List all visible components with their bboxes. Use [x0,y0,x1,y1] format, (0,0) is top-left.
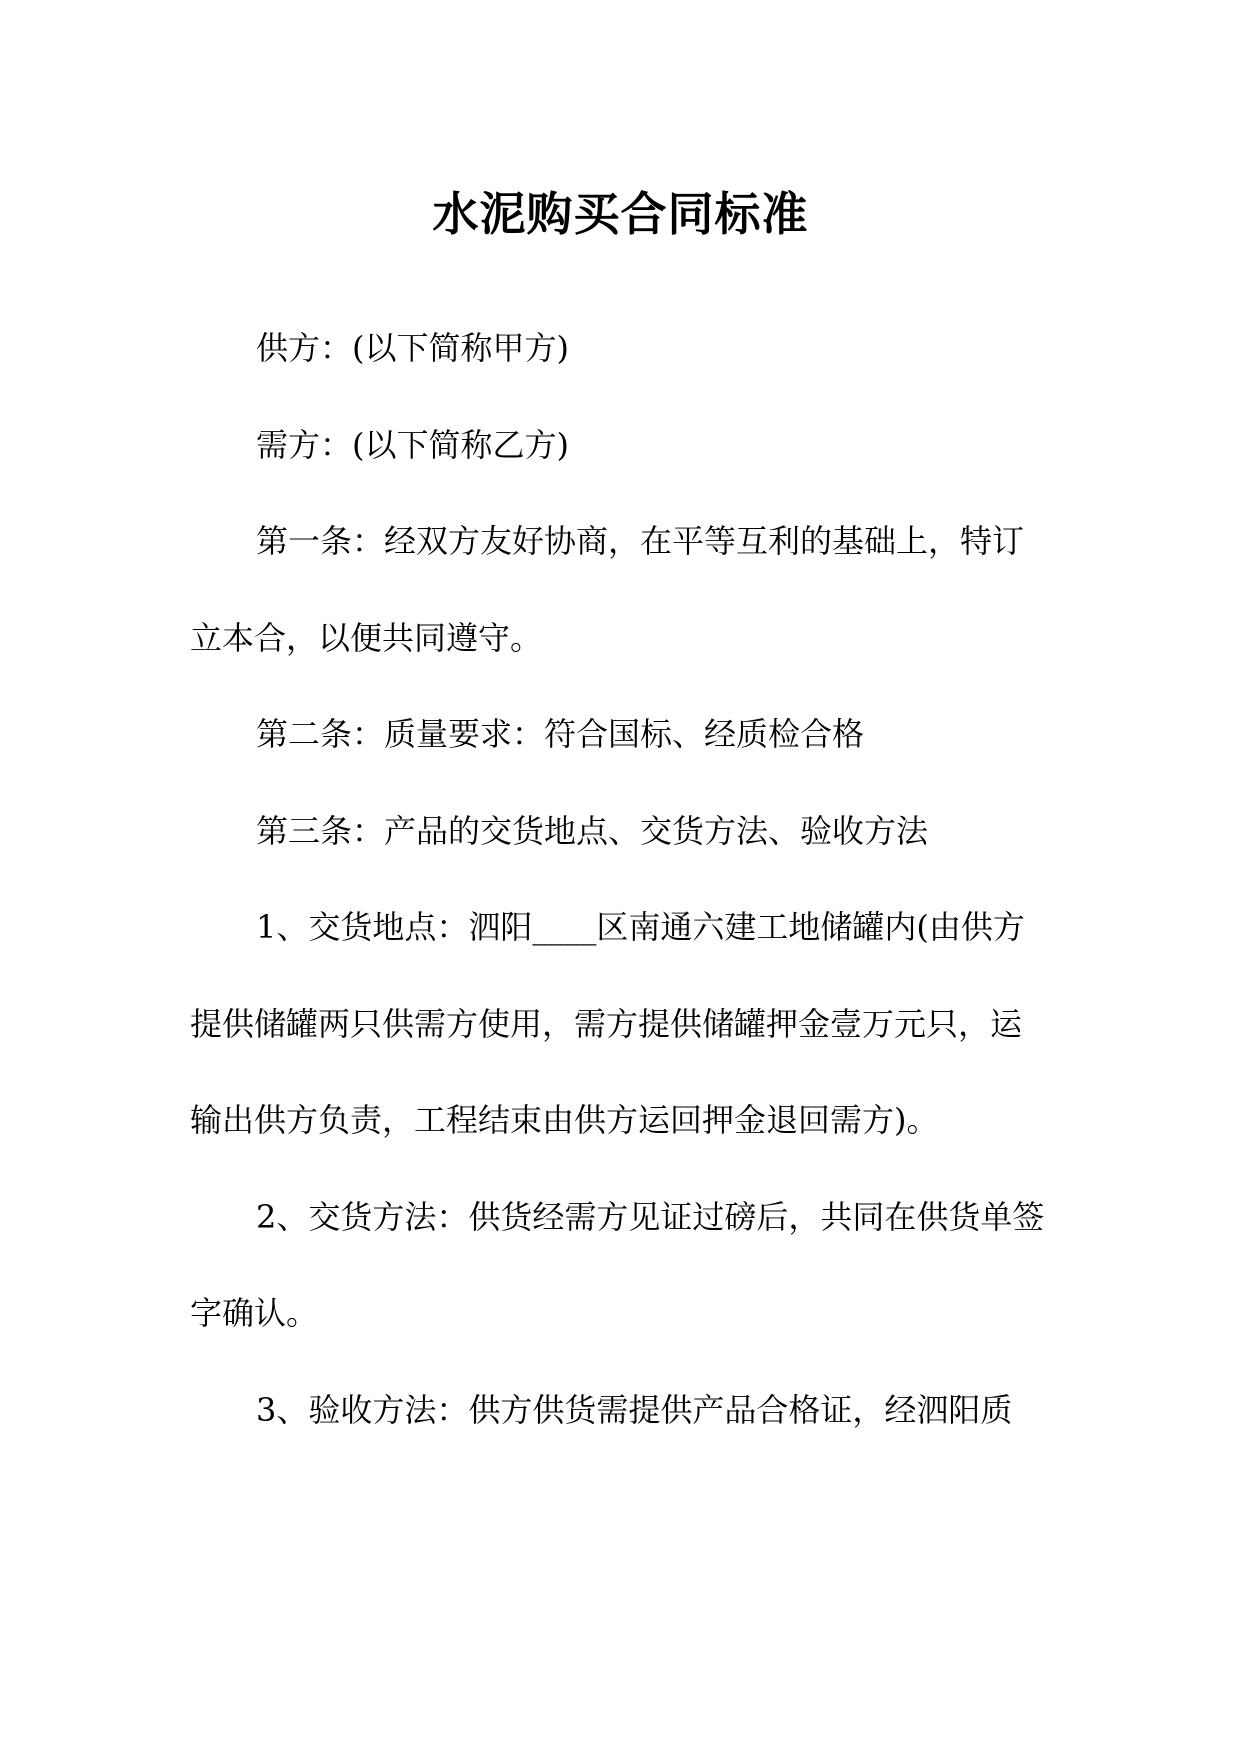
paragraph-delivery-method: 2、交货方法：供货经需方见证过磅后，共同在供货单签字确认。 [190,1197,1045,1332]
paragraph-supplier: 供方：(以下简称甲方) [256,329,569,367]
paragraph-acceptance-method: 3、验收方法：供方供货需提供产品合格证，经泗阳质 [256,1390,1013,1429]
document-body [190,300,1048,1458]
document-title: 水泥购买合同标准 [432,186,809,241]
paragraph-article-1: 第一条：经双方友好协商，在平等互利的基础上，特订立本合，以便共同遵守。 [190,522,1025,657]
paragraph-article-2: 第二条：质量要求：符合国标、经质检合格 [256,715,865,753]
paragraph-delivery-location: 1、交货地点：泗阳____区南通六建工地储罐内(由供方提供储罐两只供需方使用，需方提供储罐押金壹万元只，运输出供方负责，工程结束由供方运回押金退回需方)。 [190,908,1025,1139]
paragraph-buyer: 需方：(以下简称乙方) [256,425,569,464]
paragraph-article-3: 第三条：产品的交货地点、交货方法、验收方法 [256,811,929,850]
